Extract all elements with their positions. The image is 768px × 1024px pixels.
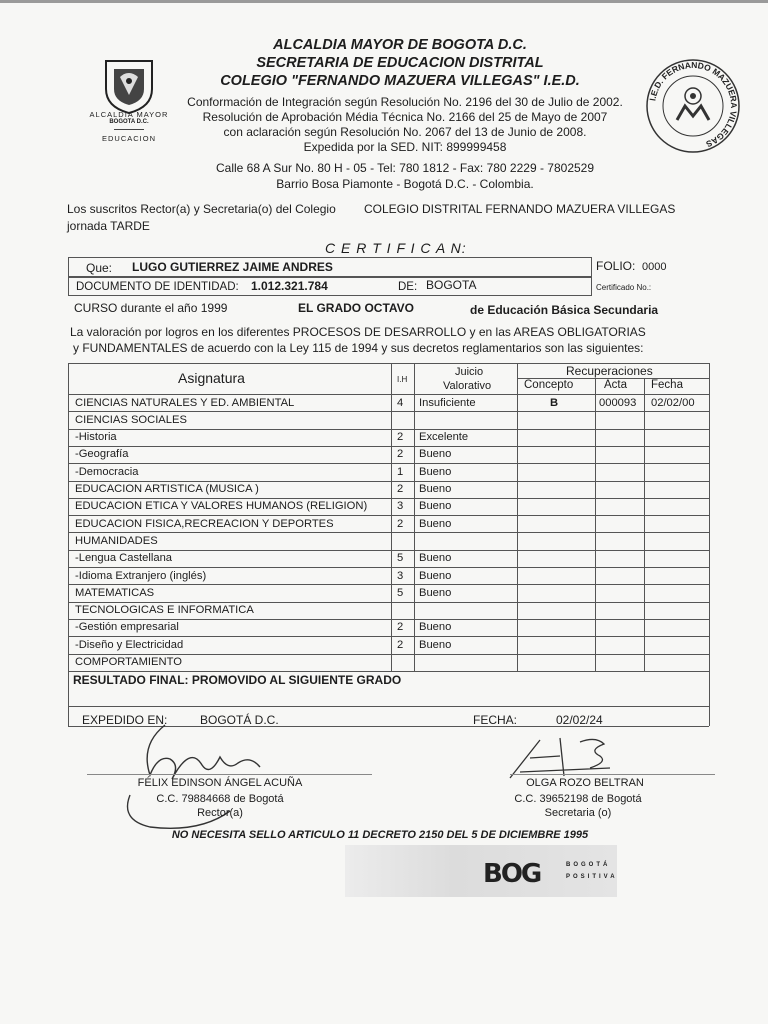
row-ih: 2 (397, 638, 404, 651)
header-acta: Acta (604, 379, 628, 391)
header-address-1: Calle 68 A Sur No. 80 H - 05 - Tel: 780 1812 - Fax: 780 2229 - 7802529 (215, 161, 595, 175)
row-ih: 3 (397, 500, 404, 513)
row-juicio: Insuficiente (419, 396, 476, 409)
row-acta: 000093 (599, 396, 637, 409)
bog-logo-mark: BOG (483, 859, 541, 889)
row-ih: 2 (397, 448, 404, 461)
row-juicio: Bueno (419, 465, 452, 478)
row-asignatura: CIENCIAS SOCIALES (75, 413, 187, 426)
folio-value: 0000 (642, 261, 667, 273)
doc-number: 1.012.321.784 (251, 279, 328, 293)
row-juicio: Bueno (419, 552, 452, 565)
rector-sign-line (87, 774, 372, 775)
row-asignatura: MATEMATICAS (75, 586, 155, 599)
row-juicio: Bueno (419, 638, 452, 651)
top-border (0, 0, 768, 3)
bog-logo-line1: BOGOTÁ (566, 862, 611, 868)
row-ih: 2 (397, 517, 404, 530)
header-concepto: Concepto (524, 379, 574, 391)
secretaria-name: OLGA ROZO BELTRAN (526, 777, 644, 789)
table-column-divider (595, 378, 596, 671)
student-name: LUGO GUTIERREZ JAIME ANDRES (132, 260, 333, 274)
secretaria-cc: C.C. 39652198 de Bogotá (514, 793, 642, 805)
de-value: BOGOTA (426, 278, 477, 292)
row-ih: 5 (397, 586, 404, 599)
logo-divider (114, 129, 144, 130)
doc-label: DOCUMENTO DE IDENTIDAD: (76, 281, 239, 293)
resultado-bottom (68, 706, 709, 707)
rector-role: Rector(a) (197, 807, 243, 819)
row-juicio: Bueno (419, 621, 452, 634)
row-ih: 3 (397, 569, 404, 582)
rector-name: FÉLIX EDINSON ÁNGEL ACUÑA (137, 777, 303, 789)
row-asignatura: -Lengua Castellana (75, 552, 173, 565)
table-right-border (709, 363, 710, 726)
expedido-label: EXPEDIDO EN: (82, 713, 168, 727)
row-asignatura: EDUCACION FISICA,RECREACION Y DEPORTES (75, 517, 334, 530)
bog-logo-line2: POSITIVA (566, 874, 618, 880)
header-title-2: SECRETARIA DE EDUCACION DISTRITAL (256, 55, 544, 71)
row-juicio: Bueno (419, 517, 452, 530)
row-ih: 2 (397, 621, 404, 634)
secretaria-role: Secretaria (o) (544, 807, 612, 819)
footer-note: NO NECESITA SELLO ARTICULO 11 DECRETO 2150 DEL 5 DE DICIEMBRE 1995 (171, 829, 589, 841)
row-asignatura: -Democracia (75, 465, 139, 478)
intro-line-2: jornada TARDE (67, 219, 150, 233)
row-ih: 4 (397, 396, 404, 409)
header-address-2: Barrio Bosa Piamonte - Bogotá D.C. - Colombia. (276, 177, 534, 191)
table-column-divider (517, 363, 518, 671)
row-juicio: Bueno (419, 586, 452, 599)
table-left-border (68, 363, 69, 726)
certifican-heading: C E R T I F I C A N: (325, 240, 467, 256)
table-column-divider (391, 363, 392, 671)
table-row-divider (68, 429, 709, 430)
rector-cc: C.C. 79884668 de Bogotá (156, 793, 284, 805)
header-ih: I.H (397, 375, 408, 384)
header-line-1: Conformación de Integración según Resolución No. 2196 del 30 de Julio de 2002. (187, 95, 623, 109)
header-fecha: Fecha (651, 379, 683, 391)
header-recuperaciones: Recuperaciones (566, 364, 653, 378)
table-row-divider (68, 532, 709, 533)
row-ih: 1 (397, 465, 404, 478)
table-column-divider (414, 363, 415, 671)
header-title-3: COLEGIO "FERNANDO MAZUERA VILLEGAS" I.E.D. (220, 73, 580, 89)
row-ih: 2 (397, 483, 404, 495)
row-asignatura: EDUCACION ARTISTICA (MUSICA ) (75, 483, 259, 495)
curso-text: CURSO durante el año 1999 (74, 301, 228, 315)
fecha-label: FECHA: (473, 713, 518, 727)
table-column-divider (644, 378, 645, 671)
row-asignatura: HUMANIDADES (75, 534, 158, 547)
resultado-final: RESULTADO FINAL: PROMOVIDO AL SIGUIENTE GRADO (73, 672, 402, 687)
row-asignatura: CIENCIAS NATURALES Y ED. AMBIENTAL (75, 396, 295, 409)
header-title-1: ALCALDIA MAYOR DE BOGOTA D.C. (273, 37, 527, 53)
row-fecha: 02/02/00 (651, 396, 695, 409)
valoracion-line-1: La valoración por logros en los diferentes PROCESOS DE DESARROLLO y en las AREAS OBLIGATORIAS (70, 325, 646, 339)
header-line-3: con aclaración según Resolución No. 2067 del 13 de Junio de 2008. (223, 125, 587, 139)
nivel-text: de Educación Básica Secundaria (470, 303, 659, 317)
row-asignatura: -Diseño y Electricidad (75, 638, 184, 651)
row-concepto: B (550, 396, 559, 409)
row-asignatura: TECNOLOGICAS E INFORMATICA (75, 604, 254, 617)
row-asignatura: -Idioma Extranjero (inglés) (75, 569, 207, 582)
row-juicio: Bueno (419, 448, 452, 461)
fecha-value: 02/02/24 (556, 713, 603, 727)
table-row-divider (68, 446, 709, 447)
row-asignatura: -Gestión empresarial (75, 621, 179, 634)
intro-line-1: Los suscritos Rector(a) y Secretaria(o) del Colegio (67, 202, 336, 216)
table-row-divider (68, 463, 709, 464)
certificado-label: Certificado No.: (596, 283, 652, 292)
logo-line-3: EDUCACION (101, 134, 156, 143)
row-ih: 2 (397, 431, 404, 444)
row-juicio: Bueno (419, 500, 452, 513)
folio-label: FOLIO: (596, 259, 636, 273)
expedido-ciudad: BOGOTÁ D.C. (200, 713, 279, 727)
grado-text: EL GRADO OCTAVO (298, 301, 415, 315)
row-asignatura: EDUCACION ETICA Y VALORES HUMANOS (RELIGION) (75, 500, 368, 513)
que-label: Que: (86, 261, 113, 275)
seal-text: I.E.D. FERNANDO MAZUERA VILLEGAS (647, 59, 740, 150)
table-row-divider (68, 584, 709, 585)
header-valorativo: Valorativo (443, 380, 492, 392)
header-line-4: Expedida por la SED. NIT: 899999458 (303, 140, 507, 154)
logo-line-2: BOGOTA D.C. (109, 119, 149, 125)
row-asignatura: -Historia (75, 431, 117, 444)
row-asignatura: -Geografía (75, 448, 129, 461)
bog-logo-band (345, 845, 617, 897)
header-asignatura: Asignatura (178, 370, 245, 386)
row-asignatura: COMPORTAMIENTO (75, 656, 182, 668)
logo-line-1: ALCALDIA MAYOR (89, 110, 169, 119)
header-juicio: Juicio (455, 366, 484, 378)
header-line-2: Resolución de Aprobación Média Técnica No. 2166 del 25 de Mayo de 2007 (202, 110, 608, 124)
school-seal (645, 58, 741, 154)
valoracion-line-2: y FUNDAMENTALES de acuerdo con la Ley 115 de 1994 y sus decretos reglamentarios son las siguientes: (73, 341, 644, 355)
intro-school: COLEGIO DISTRITAL FERNANDO MAZUERA VILLEGAS (364, 202, 676, 216)
row-juicio: Bueno (419, 483, 452, 495)
row-ih: 5 (397, 552, 404, 565)
row-juicio: Bueno (419, 569, 452, 582)
de-label: DE: (398, 281, 418, 293)
secretaria-sign-line (510, 774, 715, 775)
row-juicio: Excelente (419, 431, 469, 444)
